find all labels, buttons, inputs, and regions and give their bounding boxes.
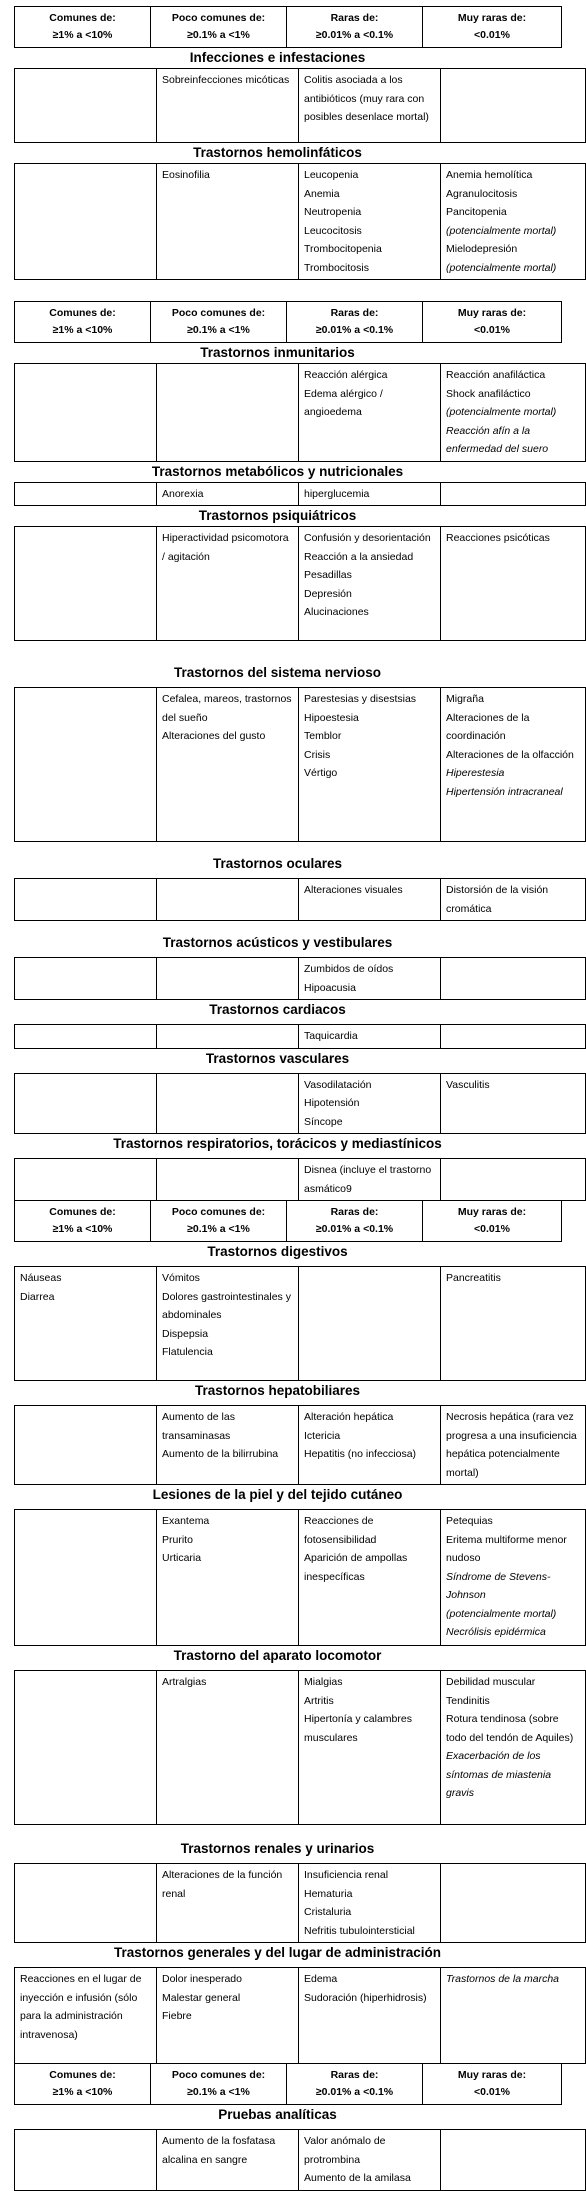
cell-uncommon: Artralgias [157, 1671, 299, 1825]
cell-rare: Taquicardia [299, 1025, 441, 1049]
cell-rare: hiperglucemia [299, 482, 441, 506]
cell-common: Reacciones en el lugar de inyección e infusión (sólo para la administración intravenosa) [15, 1968, 157, 2064]
section-title-hemolinfaticos: Trastornos hemolinfáticos [193, 145, 362, 160]
section-title-piel: Lesiones de la piel y del tejido cutáneo [152, 1487, 403, 1502]
cell-common [15, 2130, 157, 2191]
cell-uncommon: Anorexia [157, 482, 299, 506]
cell-very-rare [441, 1864, 586, 1943]
header-common: Comunes de: ≥1% a <10% [15, 2064, 151, 2105]
cell-uncommon: Alteraciones de la función renal [157, 1864, 299, 1943]
cell-rare: Colitis asociada a los antibióticos (muy rara con posibles desenlace mortal) [299, 69, 441, 143]
cell-rare: Reacciones de fotosensibilidad Aparición de ampollas inespecíficas [299, 1510, 441, 1646]
section-table-oculares [14, 878, 586, 921]
cell-very-rare [441, 69, 586, 143]
cell-very-rare: Reacciones psicóticas [441, 527, 586, 641]
section-title-oculares: Trastornos oculares [212, 856, 343, 871]
cell-rare: Parestesias y disestsias Hipoestesia Temblor Crisis Vértigo [299, 688, 441, 842]
section-table-locomotor [14, 1670, 586, 1825]
section-table-vasculares [14, 1073, 586, 1135]
cell-rare: Zumbidos de oídos Hipoacusia [299, 958, 441, 1000]
cell-very-rare: Distorsión de la visión cromática [441, 879, 586, 921]
header-rare: Raras de: ≥0.01% a <0.1% [287, 1201, 423, 1242]
section-table-cardiacos [14, 1024, 586, 1049]
cell-uncommon [157, 364, 299, 462]
section-table-digestivos [14, 1266, 586, 1381]
section-title-cardiacos: Trastornos cardiacos [209, 1002, 346, 1017]
cell-rare: Vasodilatación Hipotensión Síncope [299, 1073, 441, 1134]
cell-common [15, 958, 157, 1000]
cell-common [15, 879, 157, 921]
cell-very-rare: Reacción anafiláctica Shock anafiláctico (potencialmente mortal) Reacción afín a la enfermedad del suero [441, 364, 586, 462]
section-title-nervioso: Trastornos del sistema nervioso [173, 665, 382, 680]
section-title-infecciones: Infecciones e infestaciones [189, 50, 366, 65]
section-table-renales [14, 1863, 586, 1943]
section-table-piel [14, 1509, 586, 1646]
cell-rare: Mialgias Artritis Hipertonía y calambres musculares [299, 1671, 441, 1825]
cell-very-rare: Debilidad muscular Tendinitis Rotura tendinosa (sobre todo del tendón de Aquiles) Exacerbación de los síntomas de miastenia gravis [441, 1671, 586, 1825]
cell-common [15, 688, 157, 842]
section-table-acusticos [14, 957, 586, 1000]
cell-common [15, 1510, 157, 1646]
section-title-psiquiatricos: Trastornos psiquiátricos [198, 508, 357, 523]
cell-very-rare [441, 2130, 586, 2191]
cell-common [15, 1406, 157, 1485]
cell-rare: Alteraciones visuales [299, 879, 441, 921]
cell-uncommon: Sobreinfecciones micóticas [157, 69, 299, 143]
frequency-header-table [14, 6, 562, 48]
cell-very-rare [441, 1159, 586, 1201]
cell-rare: Edema Sudoración (hiperhidrosis) [299, 1968, 441, 2064]
frequency-header-table [14, 2063, 562, 2105]
section-table-hepatobiliares [14, 1405, 586, 1485]
section-table-hemolinfaticos [14, 163, 586, 280]
section-table-metabolicos [14, 482, 586, 507]
cell-very-rare: Vasculitis [441, 1073, 586, 1134]
header-very-rare: Muy raras de: <0.01% [423, 1201, 562, 1242]
cell-uncommon [157, 879, 299, 921]
header-very-rare: Muy raras de: <0.01% [423, 7, 562, 48]
section-table-respiratorios [14, 1158, 586, 1201]
section-title-inmunitarios: Trastornos inmunitarios [200, 345, 355, 360]
cell-very-rare [441, 958, 586, 1000]
cell-uncommon [157, 1073, 299, 1134]
cell-rare: Reacción alérgica Edema alérgico / angioedema [299, 364, 441, 462]
section-title-renales: Trastornos renales y urinarios [180, 1841, 375, 1856]
section-title-generales: Trastornos generales y del lugar de administración [113, 1945, 442, 1960]
cell-very-rare [441, 482, 586, 506]
cell-rare: Alteración hepática Ictericia Hepatitis (no infecciosa) [299, 1406, 441, 1485]
header-common: Comunes de: ≥1% a <10% [15, 1201, 151, 1242]
header-rare: Raras de: ≥0.01% a <0.1% [287, 7, 423, 48]
header-uncommon: Poco comunes de: ≥0.1% a <1% [151, 1201, 287, 1242]
section-title-locomotor: Trastorno del aparato locomotor [173, 1648, 382, 1663]
cell-uncommon [157, 1159, 299, 1201]
cell-common [15, 527, 157, 641]
cell-rare: Disnea (incluye el trastorno asmático9 [299, 1159, 441, 1201]
cell-common [15, 1159, 157, 1201]
section-title-vasculares: Trastornos vasculares [205, 1050, 350, 1066]
section-table-infecciones [14, 68, 586, 143]
section-title-respiratorios: Trastornos respiratorios, torácicos y mediastínicos [113, 1136, 442, 1151]
cell-uncommon [157, 958, 299, 1000]
section-title-hepatobiliares: Trastornos hepatobiliares [194, 1383, 361, 1398]
cell-very-rare [441, 1025, 586, 1049]
cell-uncommon: Hiperactividad psicomotora / agitación [157, 527, 299, 641]
header-uncommon: Poco comunes de: ≥0.1% a <1% [151, 302, 287, 343]
cell-uncommon: Aumento de la fosfatasa alcalina en sangre [157, 2130, 299, 2191]
cell-common [15, 482, 157, 506]
section-table-generales [14, 1967, 586, 2064]
cell-common [15, 364, 157, 462]
cell-uncommon: Exantema Prurito Urticaria [157, 1510, 299, 1646]
section-table-inmunitarios [14, 363, 586, 462]
section-table-analiticas [14, 2129, 586, 2191]
cell-common [15, 1073, 157, 1134]
cell-common [15, 1671, 157, 1825]
cell-common [15, 164, 157, 280]
cell-very-rare: Anemia hemolítica Agranulocitosis Pancitopenia (potencialmente mortal) Mielodepresión (potencialmente mortal) [441, 164, 586, 280]
cell-rare: Valor anómalo de protrombina Aumento de la amilasa [299, 2130, 441, 2191]
cell-rare: Confusión y desorientación Reacción a la ansiedad Pesadillas Depresión Alucinaciones [299, 527, 441, 641]
section-table-nervioso [14, 687, 586, 842]
header-common: Comunes de: ≥1% a <10% [15, 302, 151, 343]
cell-uncommon [157, 1025, 299, 1049]
cell-uncommon: Aumento de las transaminasas Aumento de la bilirrubina [157, 1406, 299, 1485]
cell-common [15, 69, 157, 143]
cell-rare: Leucopenia Anemia Neutropenia Leucocitosis Trombocitopenia Trombocitosis [299, 164, 441, 280]
cell-uncommon: Dolor inesperado Malestar general Fiebre [157, 1968, 299, 2064]
header-uncommon: Poco comunes de: ≥0.1% a <1% [151, 2064, 287, 2105]
cell-very-rare: Necrosis hepática (rara vez progresa a una insuficiencia hepática potencialmente mortal) [441, 1406, 586, 1485]
header-rare: Raras de: ≥0.01% a <0.1% [287, 302, 423, 343]
header-common: Comunes de: ≥1% a <10% [15, 7, 151, 48]
cell-uncommon: Vómitos Dolores gastrointestinales y abdominales Dispepsia Flatulencia [157, 1267, 299, 1381]
section-title-digestivos: Trastornos digestivos [207, 1244, 348, 1259]
frequency-header-table [14, 1200, 562, 1242]
frequency-header-table [14, 301, 562, 343]
cell-common [15, 1864, 157, 1943]
cell-uncommon: Cefalea, mareos, trastornos del sueño Alteraciones del gusto [157, 688, 299, 842]
cell-uncommon: Eosinofilia [157, 164, 299, 280]
cell-very-rare: Petequias Eritema multiforme menor nudoso Síndrome de Stevens-Johnson (potencialmente mortal) Necrólisis epidérmica [441, 1510, 586, 1646]
section-title-metabolicos: Trastornos metabólicos y nutricionales [151, 463, 404, 479]
section-title-acusticos: Trastornos acústicos y vestibulares [162, 935, 393, 950]
header-very-rare: Muy raras de: <0.01% [423, 302, 562, 343]
cell-rare: Insuficiencia renal Hematuria Cristaluria Nefritis tubulointersticial [299, 1864, 441, 1943]
section-title-analiticas: Pruebas analíticas [218, 2107, 337, 2122]
header-rare: Raras de: ≥0.01% a <0.1% [287, 2064, 423, 2105]
cell-very-rare: Trastornos de la marcha [441, 1968, 586, 2064]
cell-common: Náuseas Diarrea [15, 1267, 157, 1381]
header-uncommon: Poco comunes de: ≥0.1% a <1% [151, 7, 287, 48]
header-very-rare: Muy raras de: <0.01% [423, 2064, 562, 2105]
section-table-psiquiatricos [14, 526, 586, 641]
cell-rare [299, 1267, 441, 1381]
cell-common [15, 1025, 157, 1049]
cell-very-rare: Migraña Alteraciones de la coordinación Alteraciones de la olfacción Hiperestesia Hipertensión intracraneal [441, 688, 586, 842]
cell-very-rare: Pancreatitis [441, 1267, 586, 1381]
